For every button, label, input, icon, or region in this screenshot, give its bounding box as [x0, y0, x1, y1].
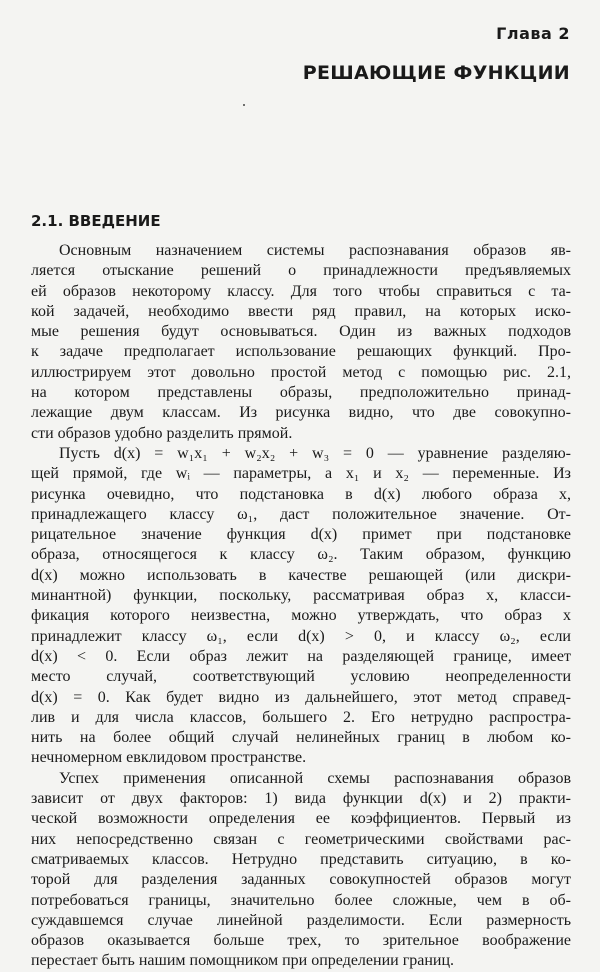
text-line: рицательное значение функция d(x) примет при подстановке: [31, 526, 571, 544]
text-line: щей прямой, где wᵢ — параметры, а x₁ и x₂ — переменные. Из: [31, 465, 571, 483]
text-line: торой для разделения заданных совокупностей образов могут: [31, 871, 571, 889]
text-line: сматриваемых классов. Нетрудно представить ситуацию, в ко-: [31, 850, 571, 868]
paragraph-2: [31, 444, 571, 769]
text-line: к задаче предполагает использование решающих функций. Про-: [31, 343, 571, 361]
text-line: ей образов некоторому классу. Для того чтобы справиться с та-: [31, 282, 571, 300]
text-line: них непосредственно связан с геометрическими свойствами рас-: [31, 830, 571, 848]
text-line: образов оказывается больше трех, то зрительное воображение: [31, 932, 571, 950]
text-line: зависит от двух факторов: 1) вида функции d(x) и 2) практи-: [31, 790, 571, 808]
text-line: нить на более общий случай нелинейных границ в любом ко-: [31, 729, 571, 747]
paragraph-3: [31, 769, 571, 972]
text-line: место случай, соответствующий условию неопределенности: [31, 668, 571, 686]
text-line: фикация которого неизвестна, можно утверждать, что образ x: [31, 607, 571, 625]
text-line: принадлежащего классу ω₁, даст положительное значение. От-: [31, 505, 571, 523]
text-line: рисунка очевидно, что подстановка в d(x) любого образа x,: [31, 485, 571, 503]
chapter-title: РЕШАЮЩИЕ ФУНКЦИИ: [302, 62, 570, 84]
text-line: ляется отыскание решений о принадлежности предъявляемых: [31, 262, 571, 280]
body-text: [31, 241, 571, 972]
text-line: Успех применения описанной схемы распознавания образов: [59, 769, 571, 787]
text-line: перестает быть нашим помощником при определении границ.: [31, 952, 455, 970]
text-line: d(x) = 0. Как будет видно из дальнейшего, этот метод справед-: [31, 688, 571, 706]
text-line: лежащие двум классам. Из рисунка видно, что две совокупно-: [31, 404, 571, 422]
text-line: на котором представлены образы, предположительно принад-: [31, 384, 571, 402]
text-line: лив и для числа классов, большего 2. Его нетрудно распростра-: [31, 708, 571, 726]
text-line: Пусть d(x) = w₁x₁ + w₂x₂ + w₃ = 0 — уравнение разделяю-: [59, 444, 571, 462]
text-line: нечномерном евклидовом пространстве.: [31, 749, 307, 767]
text-line: принадлежит классу ω₁, если d(x) > 0, и классу ω₂, если: [31, 627, 571, 645]
paragraph-1: [31, 241, 571, 444]
text-line: потребоваться границы, значительно более сложные, чем в об-: [31, 891, 571, 909]
section-title: 2.1. ВВЕДЕНИЕ: [31, 212, 161, 230]
text-line: d(x) < 0. Если образ лежит на разделяющей границе, имеет: [31, 647, 571, 665]
text-line: мые решения будут основываться. Один из важных подходов: [31, 323, 571, 341]
text-line: минантной) функции, поскольку, рассматривая образ x, класси-: [31, 587, 571, 605]
text-line: кой задачей, необходимо ввести ряд правил, на которых иско-: [31, 302, 571, 320]
text-line: ческой возможности определения ее коэффициентов. Первый из: [31, 810, 571, 828]
text-line: сти образов удобно разделить прямой.: [31, 424, 293, 442]
text-line: образа, относящегося к классу ω₂. Таким образом, функцию: [31, 546, 571, 564]
text-line: суждавшемся случае линейной разделимости. Если размерность: [31, 911, 571, 929]
text-line: иллюстрируем этот довольно простой метод с помощью рис. 2.1,: [31, 363, 571, 381]
text-line: Основным назначением системы распознавания образов яв-: [59, 242, 571, 259]
print-speck: [243, 104, 245, 106]
chapter-label: Глава 2: [496, 24, 570, 43]
text-line: d(x) можно использовать в качестве решающей (или дискри-: [31, 566, 571, 584]
